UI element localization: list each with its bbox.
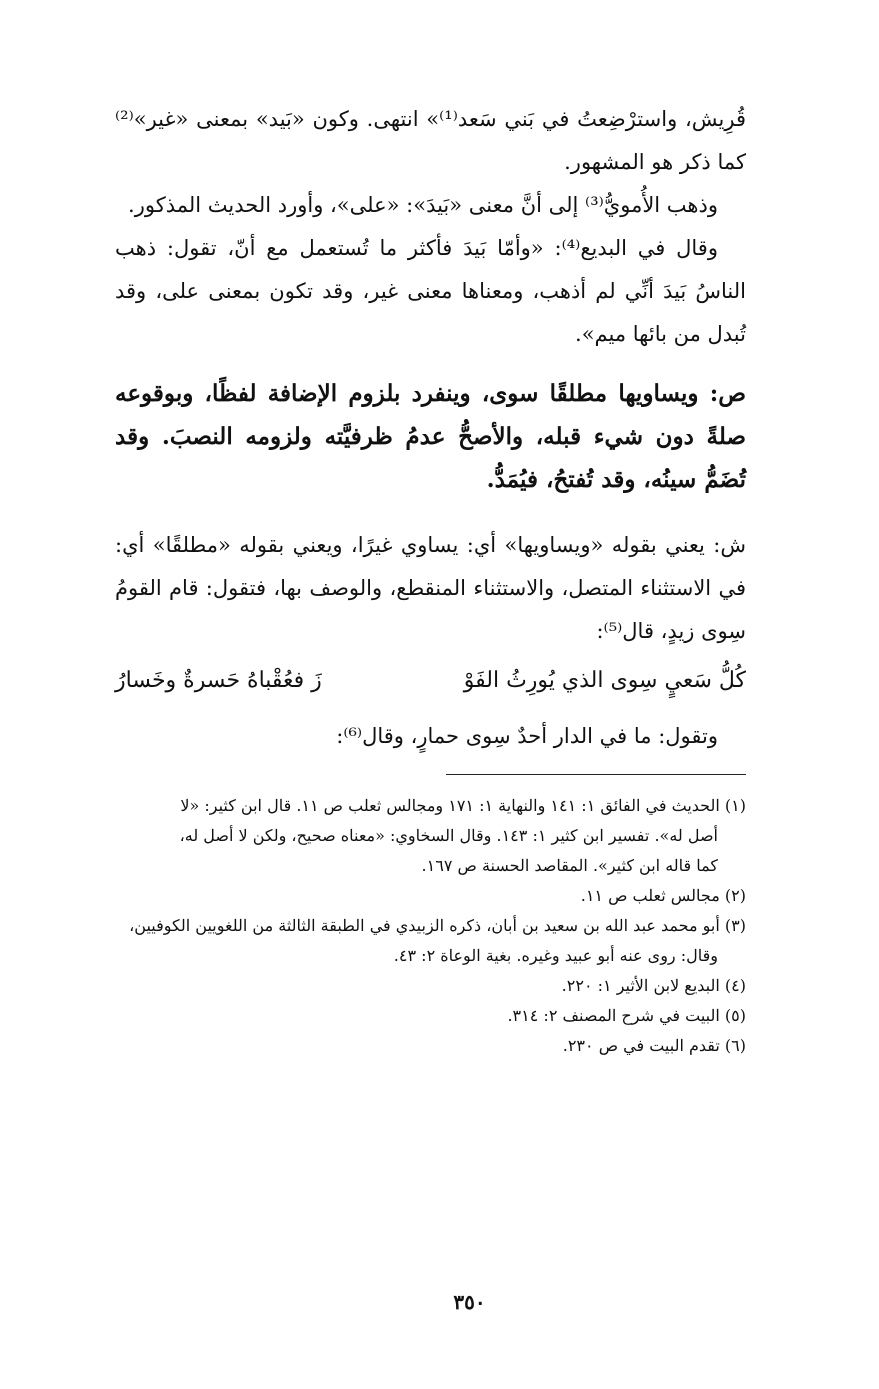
footnote-4: (٤) البديع لابن الأثير ١: ٢٢٠. bbox=[561, 976, 746, 995]
main-text: ص: ويساويها مطلقًا سوى، وينفرد بلزوم الإضافة لفظًا، وبوقوعه صلةً دون شيء قبله، والأصحُّ عدمُ ظرفيَّته ولزومه النصبَ. وقد تُضَمُّ سينُه، وقد تُفتحُ، فيُمَدُّ. bbox=[115, 380, 746, 493]
page-content bbox=[115, 98, 746, 1061]
footnote-5: (٥) البيت في شرح المصنف ٢: ٣١٤. bbox=[507, 1006, 746, 1025]
footnote-3-line: (٣) أبو محمد عبد الله بن سعيد بن أبان، ذكره الزبيدي في الطبقة الثالثة من اللغويين الكوفيين، bbox=[129, 916, 746, 935]
footnote-1-cont-1: أصل له». تفسير ابن كثير ١: ١٤٣. وقال السخاوي: «معناه صحيح، ولكن لا أصل له، bbox=[179, 826, 718, 845]
footnote-1-line: (١) الحديث في الفائق ١: ١٤١ والنهاية ١: ١٧١ ومجالس ثعلب ص ١١. قال ابن كثير: «لا bbox=[180, 796, 746, 815]
footnote-1 bbox=[115, 791, 746, 881]
footnotes bbox=[115, 791, 746, 1061]
footnote-3 bbox=[115, 911, 746, 971]
verse-second-half: زَ فعُقْباهُ حَسرةٌ وخَسارُ bbox=[115, 668, 322, 693]
verse-first-half: كُلُّ سَعيٍ سِوى الذي يُورِثُ الفَوْ bbox=[463, 668, 746, 693]
footnote-1-cont-2: كما قاله ابن كثير». المقاصد الحسنة ص ١٦٧. bbox=[421, 856, 718, 875]
footnote-3-cont-1: وقال: روى عنه أبو عبيد وغيره. بغية الوعاة ٢: ٤٣. bbox=[393, 946, 718, 965]
page-number: ٣٥٠ bbox=[453, 1290, 486, 1314]
verse bbox=[115, 661, 746, 701]
footnote-divider bbox=[446, 774, 746, 775]
paragraph-3: وقال في البديع⁽⁴⁾: «وأمّا بَيدَ فأكثر ما تُستعمل مع أنّ، تقول: ذهب الناسُ بَيدَ أنِّي لم أذهب، ومعناها معنى غير، وقد تكون بمعنى على، وقد تُبدل من بائها ميم». bbox=[115, 236, 746, 346]
footnote-2: (٢) مجالس ثعلب ص ١١. bbox=[580, 886, 746, 905]
commentary: ش: يعني بقوله «ويساويها» أي: يساوي غيرًا، ويعني بقوله «مطلقًا» أي: في الاستثناء المتصل، والاستثناء المنقطع، والوصف بها، فتقول: قام القومُ سِوى زيدٍ، قال⁽⁵⁾: bbox=[115, 533, 746, 643]
paragraph-1: قُرِيش، واسترْضِعتُ في بَني سَعد⁽¹⁾» انتهى. وكون «بَيد» بمعنى «غير»⁽²⁾ كما ذكر هو المشهور. bbox=[115, 107, 746, 174]
after-verse: وتقول: ما في الدار أحدٌ سِوى حمارٍ، وقال⁽⁶⁾: bbox=[336, 724, 718, 748]
paragraph-2: وذهب الأُمويُّ⁽³⁾ إلى أنَّ معنى «بَيدَ»: «على»، وأورد الحديث المذكور. bbox=[128, 193, 718, 217]
footnote-6: (٦) تقدم البيت في ص ٢٣٠. bbox=[562, 1036, 746, 1055]
